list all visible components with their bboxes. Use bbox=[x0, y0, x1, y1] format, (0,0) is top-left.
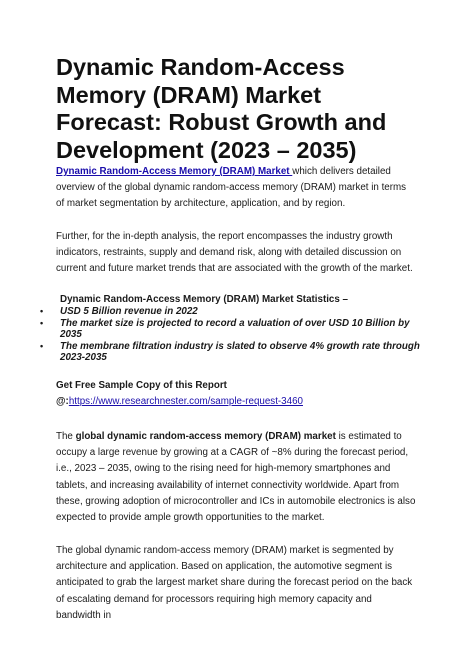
market-bold: global dynamic random-access memory (DRAM) market bbox=[75, 431, 336, 442]
segment-paragraph: The global dynamic random-access memory (DRAM) market is segmented by architecture and application. Based on application, the automotive segment is anticipated to grab the largest market share during the forecast period on the back of escalating demand for processors requiring high memory capacity and bandwidth in bbox=[56, 545, 413, 621]
stats-item: • The membrane filtration industry is slated to observe 4% growth rate through 2023-2035 bbox=[40, 340, 420, 363]
bullet-icon: • bbox=[40, 340, 44, 351]
stats-heading: Dynamic Random-Access Memory (DRAM) Market Statistics – bbox=[60, 294, 349, 305]
bullet-icon: • bbox=[40, 317, 44, 328]
sample-label: Get Free Sample Copy of this Report @: bbox=[56, 380, 227, 408]
page-title: Dynamic Random-Access Memory (DRAM) Market Forecast: Robust Growth and Development (2023 – 2035) bbox=[56, 54, 387, 163]
intro-text: which delivers detailed overview of the global dynamic random-access memory (DRAM) market in terms of market segmentation by architecture, application, and by region. bbox=[56, 166, 407, 210]
stats-item: • USD 5 Billion revenue in 2022 bbox=[40, 306, 198, 317]
further-paragraph: Further, for the in-depth analysis, the report encompasses the industry growth indicators, restraints, supply and demand risk, along with detailed discussion on current and future market trends that are associated with the growth of the market. bbox=[56, 231, 413, 275]
intro-paragraph bbox=[56, 164, 416, 213]
report-link[interactable]: Dynamic Random-Access Memory (DRAM) Market bbox=[56, 166, 293, 177]
bullet-icon: • bbox=[40, 306, 44, 316]
stats-list bbox=[40, 306, 420, 364]
stats-item: • The market size is projected to record a valuation of over USD 10 Billion by 2035 bbox=[40, 317, 410, 340]
sample-link[interactable]: https://www.researchnester.com/sample-request-3460 bbox=[68, 396, 303, 408]
sample-paragraph bbox=[56, 378, 416, 410]
market-paragraph: The global dynamic random-access memory (DRAM) market is estimated to occupy a large revenue by growing at a CAGR of ~8% during the forecast period, i.e., 2023 – 2035, owing to the rising need for high-memory smartphones and tablets, and increasing availability of internet connectivity worldwide. Apart from these, growing adoption of microcontroller and ICs in automobile electronics is also expected to provide ample growth opportunities to the market. bbox=[56, 431, 416, 524]
